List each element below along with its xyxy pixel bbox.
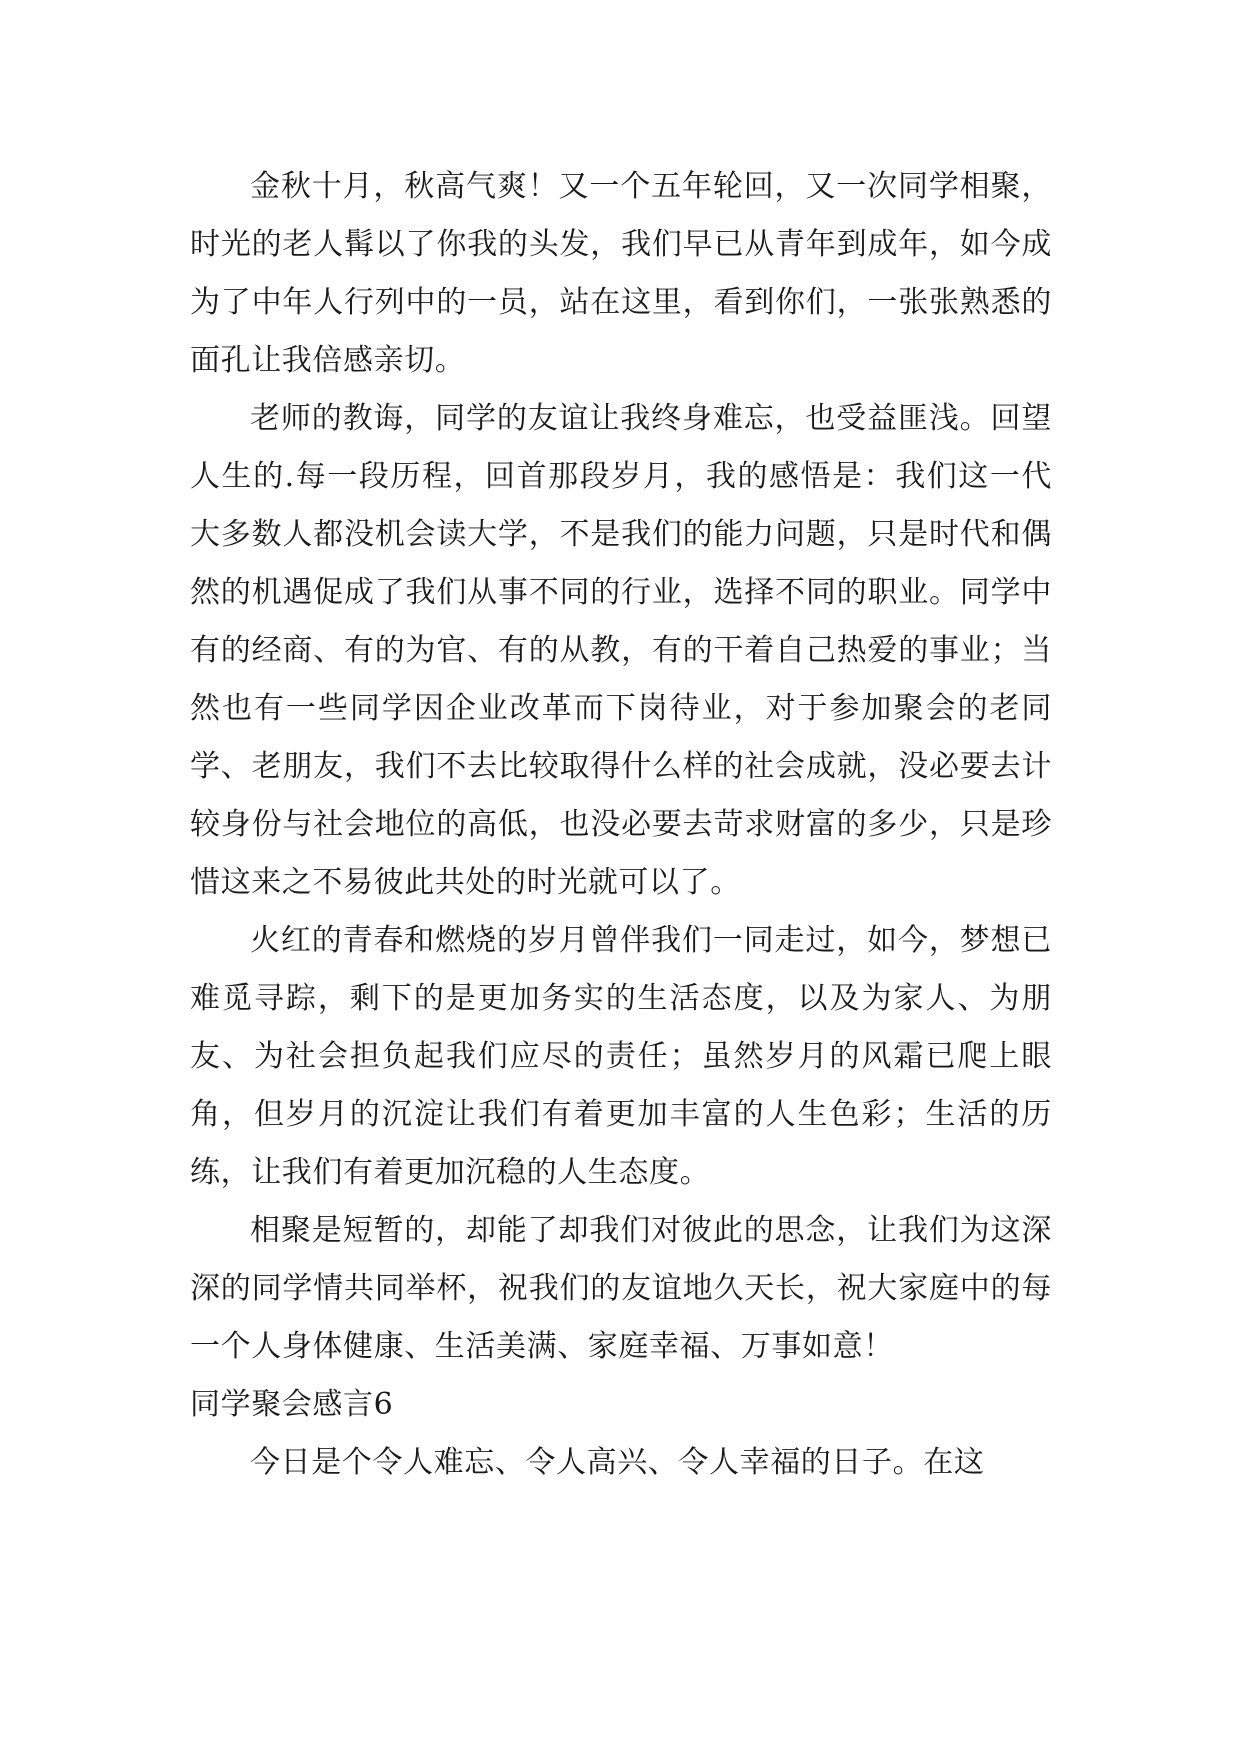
- paragraph-reunion-opening: 金秋十月，秋高气爽！又一个五年轮回，又一次同学相聚，时光的老人髯以了你我的头发，我们早已从青年到成年，如今成为了中年人行列中的一员，站在这里，看到你们，一张张熟悉的面孔让我倍感亲切。: [190, 169, 1052, 378]
- paragraph-teachers-and-careers: 老师的教诲，同学的友谊让我终身难忘，也受益匪浅。回望人生的.每一段历程，回首那段岁月，我的感悟是：我们这一代大多数人都没机会读大学，不是我们的能力问题，只是时代和偶然的机遇促成了我们从事不同的行业，选择不同的职业。同学中有的经商、有的为官、有的从教，有的干着自己热爱的事业；当然也有一些同学因企业改革而下岗待业，对于参加聚会的老同学、老朋友，我们不去比较取得什么样的社会成就，没必要去计较身份与社会地位的高低，也没必要去苛求财富的多少，只是珍惜这来之不易彼此共处的时光就可以了。: [190, 401, 1052, 900]
- document-page: [190, 158, 1052, 1492]
- section-heading: 同学聚会感言6: [190, 1387, 394, 1422]
- paragraph-toast: 相聚是短暂的，却能了却我们对彼此的思念，让我们为这深深的同学情共同举杯，祝我们的友谊地久天长，祝大家庭中的每一个人身体健康、生活美满、家庭幸福、万事如意！: [190, 1213, 1052, 1364]
- paragraph-next-section-start: 今日是个令人难忘、令人高兴、令人幸福的日子。在这: [250, 1445, 985, 1480]
- paragraph-youth-and-years: 火红的青春和燃烧的岁月曾伴我们一同走过，如今，梦想已难觅寻踪，剩下的是更加务实的生活态度，以及为家人、为朋友、为社会担负起我们应尽的责任；虽然岁月的风霜已爬上眼角，但岁月的沉淀让我们有着更加丰富的人生色彩；生活的历练，让我们有着更加沉稳的人生态度。: [190, 923, 1052, 1190]
